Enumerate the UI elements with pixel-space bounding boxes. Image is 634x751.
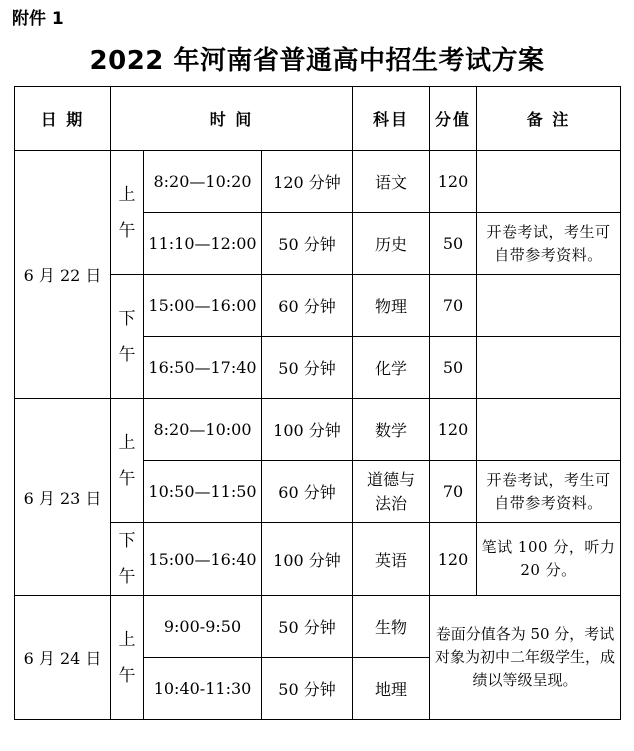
time-cell: 16:50—17:40 (144, 337, 262, 399)
period-label: 上午 (118, 629, 136, 686)
score-cell: 120 (430, 523, 477, 596)
duration-cell: 60 分钟 (262, 461, 353, 523)
date-cell: 6 月 24 日 (15, 596, 111, 720)
time-cell: 9:00-9:50 (144, 596, 262, 658)
header-score: 分值 (430, 87, 477, 151)
time-cell: 8:20—10:00 (144, 399, 262, 461)
note-cell (477, 151, 621, 213)
duration-cell: 50 分钟 (262, 658, 353, 720)
period-label: 上午 (118, 432, 136, 489)
subject-cell: 物理 (353, 275, 430, 337)
date-cell: 6 月 23 日 (15, 399, 111, 596)
score-cell: 70 (430, 461, 477, 523)
note-cell: 开卷考试，考生可自带参考资料。 (477, 213, 621, 275)
time-cell: 10:40-11:30 (144, 658, 262, 720)
duration-cell: 100 分钟 (262, 523, 353, 596)
period-label: 下午 (118, 308, 136, 365)
score-cell: 50 (430, 213, 477, 275)
period-label: 下午 (118, 531, 136, 587)
table-row (15, 399, 621, 461)
header-row (15, 87, 621, 151)
note-cell: 开卷考试，考生可自带参考资料。 (477, 461, 621, 523)
subject-cell: 英语 (353, 523, 430, 596)
subject-cell: 语文 (353, 151, 430, 213)
header-subject: 科目 (353, 87, 430, 151)
period-cell (111, 399, 144, 523)
header-time: 时 间 (111, 87, 353, 151)
duration-cell: 50 分钟 (262, 213, 353, 275)
note-cell: 笔试 100 分，听力 20 分。 (477, 523, 621, 596)
duration-cell: 120 分钟 (262, 151, 353, 213)
subject-line: 道德与 (366, 469, 415, 489)
period-label: 上午 (118, 184, 136, 241)
period-cell (111, 275, 144, 399)
score-cell: 70 (430, 275, 477, 337)
period-cell (111, 151, 144, 275)
duration-cell: 50 分钟 (262, 337, 353, 399)
note-cell (477, 275, 621, 337)
subject-cell: 地理 (353, 658, 430, 720)
note-cell (477, 399, 621, 461)
header-date: 日 期 (15, 87, 111, 151)
attachment-label: 附件 1 (12, 9, 64, 29)
subject-cell: 生物 (353, 596, 430, 658)
subject-cell: 数学 (353, 399, 430, 461)
document-title: 2022 年河南省普通高中招生考试方案 (89, 46, 545, 76)
subject-cell: 化学 (353, 337, 430, 399)
note-cell (477, 337, 621, 399)
score-cell: 120 (430, 399, 477, 461)
duration-cell: 100 分钟 (262, 399, 353, 461)
subject-cell (353, 461, 430, 523)
table-row (15, 151, 621, 213)
table-row (15, 596, 621, 658)
date-cell: 6 月 22 日 (15, 151, 111, 399)
time-cell: 8:20—10:20 (144, 151, 262, 213)
duration-cell: 50 分钟 (262, 596, 353, 658)
period-cell (111, 523, 144, 596)
subject-cell: 历史 (353, 213, 430, 275)
header-note: 备 注 (477, 87, 621, 151)
time-cell: 11:10—12:00 (144, 213, 262, 275)
score-cell: 120 (430, 151, 477, 213)
time-cell: 15:00—16:00 (144, 275, 262, 337)
exam-schedule-table (14, 86, 621, 720)
duration-cell: 60 分钟 (262, 275, 353, 337)
time-cell: 10:50—11:50 (144, 461, 262, 523)
subject-line: 法治 (374, 493, 407, 513)
note-cell: 卷面分值各为 50 分，考试对象为初中二年级学生，成绩以等级呈现。 (430, 596, 621, 720)
time-cell: 15:00—16:40 (144, 523, 262, 596)
period-cell (111, 596, 144, 720)
score-cell: 50 (430, 337, 477, 399)
